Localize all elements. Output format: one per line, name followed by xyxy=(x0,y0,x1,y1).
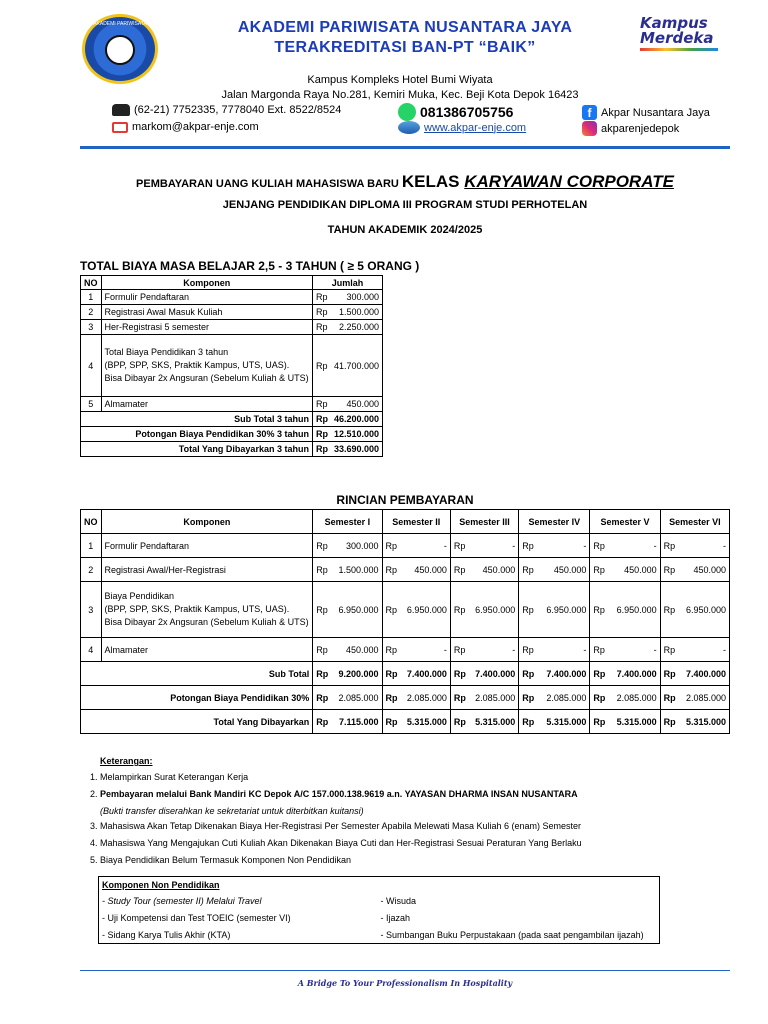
left-item: - Uji Kompetensi dan Test TOEIC (semester VI) xyxy=(102,912,291,923)
title-big-underlined: KARYAWAN CORPORATE xyxy=(464,172,674,191)
logo-emblem xyxy=(105,35,135,65)
cell-amount: 5.315.000 xyxy=(679,710,730,734)
cell-amount: 7.400.000 xyxy=(401,662,451,686)
currency: Rp xyxy=(382,662,401,686)
col-semester: Semester I xyxy=(313,510,382,534)
currency: Rp xyxy=(382,710,401,734)
col-jumlah: Jumlah xyxy=(312,276,382,290)
left-item: - Sidang Karya Tulis Akhir (KTA) xyxy=(102,929,231,940)
total-value: 33.690.000 xyxy=(331,442,383,457)
table-row xyxy=(81,638,730,662)
table-row xyxy=(81,582,730,638)
col-semester: Semester IV xyxy=(519,510,590,534)
row-no: 3 xyxy=(81,320,102,335)
currency: Rp xyxy=(312,442,331,457)
whatsapp-contact xyxy=(398,103,513,121)
currency: Rp xyxy=(519,558,538,582)
cell-amount: 7.115.000 xyxy=(331,710,382,734)
phone-icon xyxy=(112,104,130,116)
list-item xyxy=(99,926,659,943)
col-komponen: Komponen xyxy=(101,510,313,534)
currency: Rp xyxy=(660,534,679,558)
col-semester: Semester V xyxy=(590,510,660,534)
right-item: - Ijazah xyxy=(380,912,411,923)
instagram-contact[interactable] xyxy=(582,121,679,136)
institution-name-line2: TERAKREDITASI BAN-PT “BAIK” xyxy=(274,39,536,56)
whatsapp-number: 081386705756 xyxy=(420,104,514,120)
kampus-merdeka-logo xyxy=(640,16,732,50)
currency: Rp xyxy=(382,686,401,710)
table1-heading: TOTAL BIAYA MASA BELAJAR 2,5 - 3 TAHUN ( ≥ 5 ORANG ) xyxy=(80,259,420,273)
total-label: Total Yang Dibayarkan 3 tahun xyxy=(81,442,313,457)
subtotal-row-label: Sub Total xyxy=(81,662,313,686)
currency: Rp xyxy=(312,305,331,320)
row-komponen: Almamater xyxy=(101,397,312,412)
cell-amount: 6.950.000 xyxy=(679,582,730,638)
currency: Rp xyxy=(450,638,469,662)
col-semester: Semester III xyxy=(450,510,518,534)
currency: Rp xyxy=(450,558,469,582)
currency: Rp xyxy=(382,582,401,638)
cell-amount: 5.315.000 xyxy=(469,710,519,734)
row-komponen: Formulir Pendaftaran xyxy=(101,534,313,558)
cell-amount: 7.400.000 xyxy=(469,662,519,686)
row-amount: 2.250.000 xyxy=(331,320,383,335)
currency: Rp xyxy=(660,686,679,710)
currency: Rp xyxy=(312,320,331,335)
currency: Rp xyxy=(660,662,679,686)
cell-amount: 2.085.000 xyxy=(608,686,660,710)
total-cost-table xyxy=(80,275,383,457)
currency: Rp xyxy=(590,686,609,710)
cell-amount: 450.000 xyxy=(401,558,451,582)
komponen-line3: Bisa Dibayar 2x Angsuran (Sebelum Kuliah & UTS) xyxy=(104,373,309,383)
cell-amount: - xyxy=(469,638,519,662)
currency: Rp xyxy=(660,638,679,662)
currency: Rp xyxy=(660,582,679,638)
subtitle-year: TAHUN AKADEMIK 2024/2025 xyxy=(327,224,483,236)
cell-amount: 300.000 xyxy=(331,534,382,558)
discount-row xyxy=(81,427,383,442)
komponen-line2: (BPP, SPP, SKS, Praktik Kampus, UTS, UAS). xyxy=(104,360,290,370)
currency: Rp xyxy=(590,534,609,558)
cell-amount: 5.315.000 xyxy=(401,710,451,734)
currency: Rp xyxy=(382,534,401,558)
col-komponen: Komponen xyxy=(101,276,312,290)
table2-heading: RINCIAN PEMBAYARAN xyxy=(336,493,474,507)
total-row-label: Total Yang Dibayarkan xyxy=(81,710,313,734)
cell-amount: 2.085.000 xyxy=(331,686,382,710)
cell-amount: 450.000 xyxy=(537,558,590,582)
row-no: 4 xyxy=(81,638,102,662)
table-row xyxy=(81,558,730,582)
currency: Rp xyxy=(519,662,538,686)
cell-amount: 6.950.000 xyxy=(469,582,519,638)
institution-logo xyxy=(82,14,158,84)
facebook-icon: f xyxy=(582,105,597,120)
discount-label: Potongan Biaya Pendidikan 30% 3 tahun xyxy=(81,427,313,442)
cell-amount: - xyxy=(401,638,451,662)
notes-heading: Keterangan: xyxy=(100,756,153,766)
note-item: 5. Biaya Pendidikan Belum Termasuk Komponen Non Pendidikan xyxy=(100,855,706,866)
cell-amount: - xyxy=(537,638,590,662)
table-row xyxy=(81,290,383,305)
currency: Rp xyxy=(450,686,469,710)
phone-contact xyxy=(112,104,341,116)
currency: Rp xyxy=(313,534,332,558)
currency: Rp xyxy=(313,662,332,686)
currency: Rp xyxy=(660,558,679,582)
currency: Rp xyxy=(660,710,679,734)
table-row xyxy=(81,534,730,558)
currency: Rp xyxy=(590,662,609,686)
cell-amount: - xyxy=(608,534,660,558)
facebook-contact[interactable] xyxy=(582,105,710,120)
email-contact[interactable] xyxy=(112,121,259,133)
table-row xyxy=(81,320,383,335)
kampus-merdeka-line1: Kampus xyxy=(640,14,708,32)
title-big: KELAS xyxy=(401,172,465,191)
row-komponen xyxy=(101,335,312,397)
currency: Rp xyxy=(590,558,609,582)
instagram-icon xyxy=(582,121,597,136)
title-small: PEMBAYARAN UANG KULIAH MAHASISWA BARU xyxy=(136,178,402,190)
row-no: 1 xyxy=(81,290,102,305)
kampus-merdeka-bar xyxy=(640,48,718,51)
cell-amount: 6.950.000 xyxy=(401,582,451,638)
col-semester: Semester II xyxy=(382,510,450,534)
currency: Rp xyxy=(450,710,469,734)
currency: Rp xyxy=(519,686,538,710)
note-item: 1. Melampirkan Surat Keterangan Kerja xyxy=(100,772,706,783)
cell-amount: 9.200.000 xyxy=(331,662,382,686)
currency: Rp xyxy=(312,335,331,397)
row-komponen: Formulir Pendaftaran xyxy=(101,290,312,305)
row-no: 4 xyxy=(81,335,102,397)
komponen-line3: Bisa Dibayar 2x Angsuran (Sebelum Kuliah & UTS) xyxy=(104,617,309,627)
list-item xyxy=(99,909,659,926)
currency: Rp xyxy=(450,662,469,686)
cell-amount: 450.000 xyxy=(469,558,519,582)
list-item xyxy=(99,892,659,909)
note-subtext: (Bukti transfer diserahkan ke sekretariat untuk diterbitkan kuitansi) xyxy=(100,806,364,816)
page-title xyxy=(80,172,730,192)
subtotal-value: 46.200.000 xyxy=(331,412,383,427)
kampus-merdeka-line2: Merdeka xyxy=(640,29,714,47)
globe-icon xyxy=(398,121,420,134)
note-item: 4. Mahasiswa Yang Mengajukan Cuti Kuliah Akan Dikenakan Biaya Cuti dan Her-Registrasi Sesuai Peraturan Yang Berlaku xyxy=(100,838,706,849)
address-line1: Kampus Kompleks Hotel Bumi Wiyata xyxy=(307,74,493,86)
cell-amount: 450.000 xyxy=(608,558,660,582)
komponen-line1: Total Biaya Pendidikan 3 tahun xyxy=(104,347,229,357)
cell-amount: 6.950.000 xyxy=(331,582,382,638)
currency: Rp xyxy=(519,638,538,662)
row-amount: 300.000 xyxy=(331,290,383,305)
whatsapp-icon xyxy=(398,103,416,121)
footer-tagline: A Bridge To Your Professionalism In Hospitality xyxy=(297,978,513,988)
row-no: 1 xyxy=(81,534,102,558)
currency: Rp xyxy=(312,412,331,427)
discount-row-label: Potongan Biaya Pendidikan 30% xyxy=(81,686,313,710)
cell-amount: 5.315.000 xyxy=(608,710,660,734)
notes-list xyxy=(100,772,706,866)
subtitle-program: JENJANG PENDIDIKAN DIPLOMA III PROGRAM STUDI PERHOTELAN xyxy=(222,199,588,211)
cell-amount: - xyxy=(401,534,451,558)
payment-detail-table xyxy=(80,509,730,734)
cell-amount: 7.400.000 xyxy=(537,662,590,686)
cell-amount: 2.085.000 xyxy=(469,686,519,710)
cell-amount: 6.950.000 xyxy=(537,582,590,638)
row-amount: 1.500.000 xyxy=(331,305,383,320)
instagram-text[interactable]: akparenjedepok xyxy=(601,122,680,135)
currency: Rp xyxy=(313,638,332,662)
institution-name-line1: AKADEMI PARIWISATA NUSANTARA JAYA xyxy=(237,19,573,36)
row-no: 2 xyxy=(81,305,102,320)
currency: Rp xyxy=(450,582,469,638)
facebook-text[interactable]: Akpar Nusantara Jaya xyxy=(601,106,710,119)
currency: Rp xyxy=(312,427,331,442)
cell-amount: 7.400.000 xyxy=(679,662,730,686)
cell-amount: 450.000 xyxy=(331,638,382,662)
cell-amount: 5.315.000 xyxy=(537,710,590,734)
right-item: - Sumbangan Buku Perpustakaan (pada saat pengambilan ijazah) xyxy=(380,929,644,940)
phone-text: (62-21) 7752335, 7778040 Ext. 8522/8524 xyxy=(134,104,342,116)
subtotal-label: Sub Total 3 tahun xyxy=(81,412,313,427)
currency: Rp xyxy=(312,290,331,305)
currency: Rp xyxy=(313,558,332,582)
mail-icon xyxy=(112,122,128,133)
cell-amount: - xyxy=(679,534,730,558)
currency: Rp xyxy=(590,582,609,638)
currency: Rp xyxy=(590,710,609,734)
currency: Rp xyxy=(382,638,401,662)
row-komponen: Almamater xyxy=(101,638,313,662)
currency: Rp xyxy=(590,638,609,662)
note-item xyxy=(100,789,706,817)
table-row xyxy=(81,335,383,397)
cell-amount: 450.000 xyxy=(679,558,730,582)
left-item: - Study Tour (semester II) Melalui Travel xyxy=(102,895,262,906)
website-contact[interactable] xyxy=(398,121,526,134)
table-header-row xyxy=(81,276,383,290)
subtotal-row xyxy=(81,412,383,427)
cell-amount: 1.500.000 xyxy=(331,558,382,582)
row-amount: 450.000 xyxy=(331,397,383,412)
row-komponen: Registrasi Awal/Her-Registrasi xyxy=(101,558,313,582)
cell-amount: 2.085.000 xyxy=(537,686,590,710)
col-semester: Semester VI xyxy=(660,510,729,534)
cell-amount: 2.085.000 xyxy=(679,686,730,710)
cell-amount: - xyxy=(537,534,590,558)
row-amount: 41.700.000 xyxy=(331,335,383,397)
table-header-row xyxy=(81,510,730,534)
cell-amount: - xyxy=(469,534,519,558)
currency: Rp xyxy=(313,710,332,734)
currency: Rp xyxy=(313,686,332,710)
non-education-components xyxy=(98,876,660,944)
currency: Rp xyxy=(313,582,332,638)
row-no: 5 xyxy=(81,397,102,412)
non-education-heading: Komponen Non Pendidikan xyxy=(102,880,220,890)
logo-text: AKADEMI PARIWISATA xyxy=(93,21,147,27)
row-komponen: Her-Registrasi 5 semester xyxy=(101,320,312,335)
cell-amount: - xyxy=(608,638,660,662)
komponen-line2: (BPP, SPP, SKS, Praktik Kampus, UTS, UAS). xyxy=(104,604,290,614)
row-komponen: Registrasi Awal Masuk Kuliah xyxy=(101,305,312,320)
discount-value: 12.510.000 xyxy=(331,427,383,442)
note-text: 2. Pembayaran melalui Bank Mandiri KC Depok A/C 157.000.138.9619 a.n. YAYASAN DHARMA INSAN NUSANTARA xyxy=(100,789,578,799)
currency: Rp xyxy=(519,534,538,558)
row-no: 2 xyxy=(81,558,102,582)
currency: Rp xyxy=(312,397,331,412)
col-no: NO xyxy=(81,510,102,534)
row-no: 3 xyxy=(81,582,102,638)
col-no: NO xyxy=(81,276,102,290)
total-row xyxy=(81,710,730,734)
currency: Rp xyxy=(450,534,469,558)
notes-section xyxy=(86,756,706,872)
cell-amount: 6.950.000 xyxy=(608,582,660,638)
subtotal-row xyxy=(81,662,730,686)
cell-amount: 7.400.000 xyxy=(608,662,660,686)
currency: Rp xyxy=(519,710,538,734)
right-item: - Wisuda xyxy=(380,895,417,906)
komponen-line1: Biaya Pendidikan xyxy=(104,591,175,601)
total-row xyxy=(81,442,383,457)
discount-row xyxy=(81,686,730,710)
cell-amount: - xyxy=(679,638,730,662)
row-komponen xyxy=(101,582,313,638)
email-text[interactable]: markom@akpar-enje.com xyxy=(132,121,259,133)
institution-name xyxy=(190,18,620,58)
table-row xyxy=(81,397,383,412)
table-row xyxy=(81,305,383,320)
currency: Rp xyxy=(519,582,538,638)
cell-amount: 2.085.000 xyxy=(401,686,451,710)
website-link[interactable]: www.akpar-enje.com xyxy=(424,121,527,134)
currency: Rp xyxy=(382,558,401,582)
header-divider xyxy=(80,146,730,149)
footer-divider xyxy=(80,970,730,971)
note-item: 3. Mahasiswa Akan Tetap Dikenakan Biaya Her-Registrasi Per Semester Apabila Melewati Masa Kuliah 6 (enam) Semester xyxy=(100,821,706,832)
address-line2: Jalan Margonda Raya No.281, Kemiri Muka, Kec. Beji Kota Depok 16423 xyxy=(221,89,579,101)
